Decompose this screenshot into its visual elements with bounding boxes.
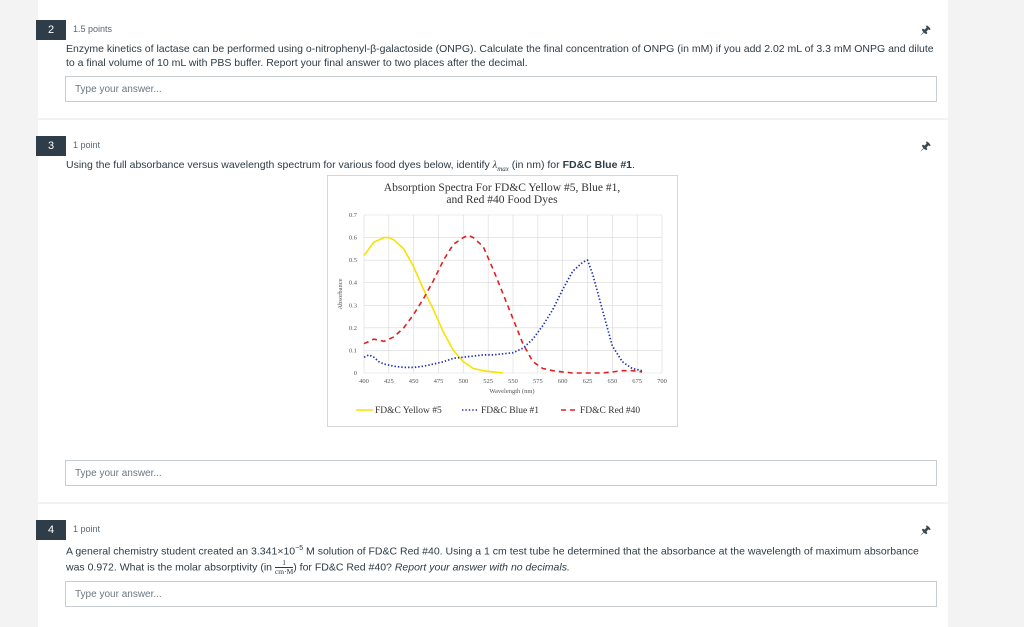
pin-icon[interactable]: 🖈 [920,523,932,537]
question-4-text-after: M solution of FD&C Red #40. Using a 1 cm test tube he determined that the absorbance at the wavelength of maximum absorbance was 0.972. What is the molar absorptivity (in [66,545,919,573]
question-4-points: 1 point [73,524,101,534]
question-4-number: 4 [36,520,66,540]
x-tick-label: 675 [632,378,643,385]
x-tick-label: 450 [408,378,419,385]
x-tick-label: 625 [582,378,593,385]
question-3-text-before: Using the full absorbance versus wavelength spectrum for various food dyes below, identify [66,159,493,171]
lambda-symbol: λ [492,160,498,171]
x-tick-label: 525 [483,378,494,385]
question-3-number: 3 [36,136,66,156]
y-tick-label: 0.3 [348,302,357,310]
y-tick-label: 0.4 [348,279,357,287]
question-3-points: 1 point [73,140,101,150]
question-3-text-middle: (in nm) for [508,159,563,171]
x-tick-label: 650 [607,378,618,385]
series-line-fd-c-red-40 [364,235,642,373]
legend-label: FD&C Yellow #5 [375,406,442,416]
exponent: −5 [295,545,304,552]
question-3-text-bold: FD&C Blue #1 [562,159,633,171]
question-3-text [66,158,938,176]
fraction-denominator: cm·M [274,566,294,576]
y-tick-label: 0.7 [348,212,357,219]
x-tick-label: 500 [458,378,469,385]
x-tick-label: 700 [657,378,667,385]
y-tick-label: 0.6 [348,234,357,242]
y-tick-label: 0.2 [348,324,357,332]
pin-icon[interactable]: 🖈 [920,139,932,153]
question-3-answer-input[interactable] [65,460,937,486]
question-2-points: 1.5 points [73,24,113,34]
chart-ylabel: Absorbance [337,278,344,310]
question-4-text-italic: Report your answer with no decimals. [394,560,570,573]
pin-icon[interactable]: 🖈 [920,23,932,37]
x-tick-label: 475 [433,378,444,385]
question-2-text: Enzyme kinetics of lactase can be performed using o-nitrophenyl-β-galactoside (ONPG). Calculate the final concentration of ONPG (in mM) if you add 2.02 mL of 3.3 mM ONPG and dilute to a final volume of 10 mL with PBS buffer. Report your final answer to two places after the decimal. [66,43,934,69]
question-4-text [66,542,938,576]
question-4-text-before: A general chemistry student created an 3.341 [66,545,278,558]
times-sign: × [277,545,284,558]
y-tick-label: 0 [353,370,357,377]
chart-svg [328,176,677,426]
legend-label: FD&C Red #40 [580,406,641,416]
x-tick-label: 550 [508,378,518,385]
question-2-number: 2 [36,20,66,40]
units-fraction [275,559,293,576]
question-4-text-after2: ) for FD&C Red #40? [293,560,395,573]
x-tick-label: 600 [557,378,568,385]
x-tick-label: 400 [359,378,369,385]
x-tick-label: 575 [532,378,543,385]
chart-title-line2: and Red #40 Food Dyes [446,194,558,206]
x-tick-label: 425 [383,378,394,385]
question-3-text-end: . [632,159,635,171]
y-tick-label: 0.1 [348,347,357,355]
exponent-base: 10 [283,545,296,558]
fraction-numerator: 1 [275,559,293,568]
chart-title-line1: Absorption Spectra For FD&C Yellow #5, Blue #1, [383,182,621,194]
series-line-fd-c-blue-1 [364,260,642,371]
absorption-spectra-chart [327,175,678,427]
y-tick-label: 0.5 [348,257,357,265]
question-2-answer-input[interactable] [65,76,937,102]
question-4-answer-input[interactable] [65,581,937,607]
lambda-subscript: max [497,165,509,174]
legend-label: FD&C Blue #1 [481,406,540,416]
chart-xlabel: Wavelength (nm) [489,388,535,395]
